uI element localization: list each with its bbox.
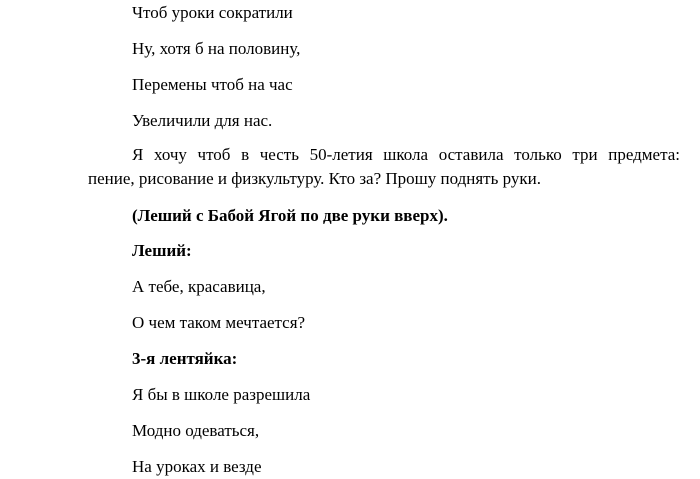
- poem-line: О чем таком мечтается?: [132, 313, 306, 332]
- poem-line: Ну, хотя б на половину,: [132, 39, 301, 58]
- poem-line: Чтоб уроки сократили: [132, 3, 293, 22]
- poem-line: А тебе, красавица,: [132, 277, 266, 296]
- speaker-name: 3-я лентяйка:: [132, 349, 238, 368]
- poem-line: Я бы в школе разрешила: [132, 385, 311, 404]
- speaker-name: Леший:: [132, 241, 192, 260]
- paragraph-line-1: Я хочу чтоб в честь 50-летия школа оставила только три предмета:: [132, 145, 680, 164]
- poem-line: Перемены чтоб на час: [132, 75, 293, 94]
- poem-line: Увеличили для нас.: [132, 111, 273, 130]
- prose-paragraph: [88, 143, 680, 191]
- poem-line: Модно одеваться,: [132, 421, 260, 440]
- stage-direction: (Леший с Бабой Ягой по две руки вверх).: [132, 206, 448, 225]
- paragraph-line-2: пение, рисование и физкультуру. Кто за? Прошу поднять руки.: [88, 169, 541, 188]
- poem-line: На уроках и везде: [132, 457, 262, 476]
